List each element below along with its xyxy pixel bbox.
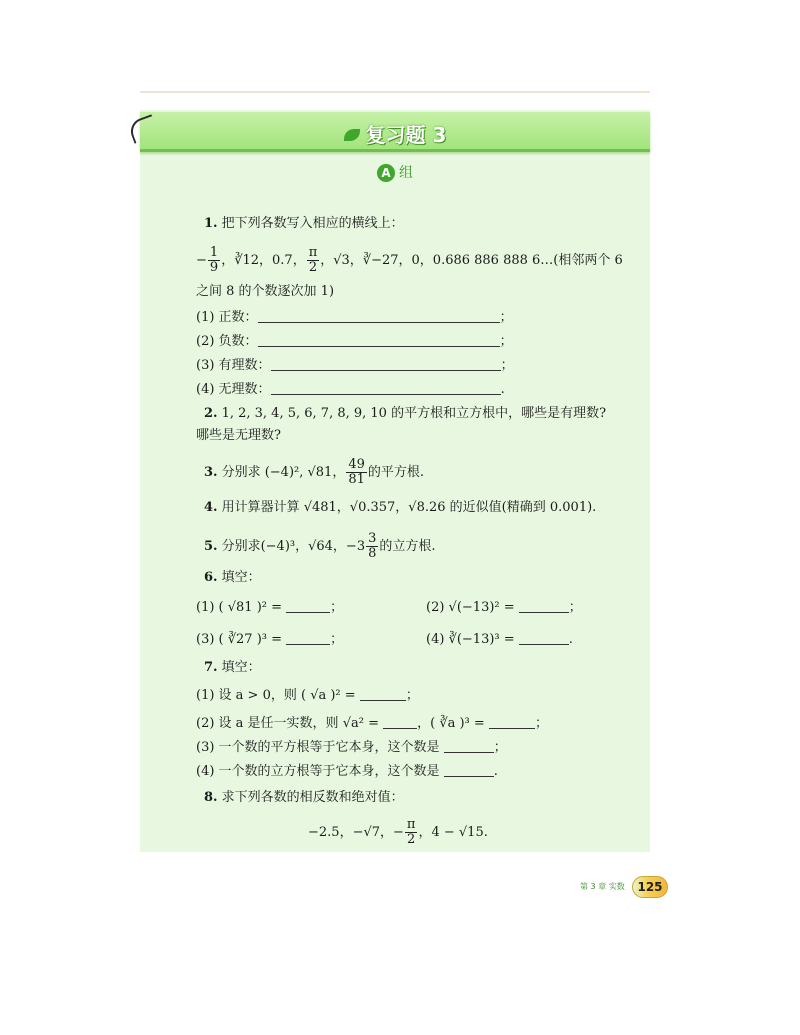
answer-blank[interactable] [271,359,501,371]
q2-line-2: 哪些是无理数? [196,428,281,443]
q6-title: 6. 填空： [204,570,261,585]
group-badge-icon: A [377,164,395,182]
q6-item-4: (4) ∛(−13)³ = . [426,632,573,647]
answer-blank[interactable] [444,741,494,753]
group-heading [140,162,650,182]
q7-item-1: (1) 设 a > 0，则 ( √a )² = ； [196,688,419,703]
fraction: $\frac{1}{9}$ [209,245,219,275]
review-panel [140,110,650,852]
q7-item-4: (4) 一个数的立方根等于它本身，这个数是 . [196,764,498,779]
section-banner [140,112,650,152]
fraction: $\frac{3}{8}$ [368,531,377,561]
fraction: $\frac{\pi}{2}$ [308,245,318,275]
q1-stem: 1. 把下列各数写入相应的横线上： [204,216,404,231]
q7-title: 7. 填空： [204,660,261,675]
answer-blank[interactable] [258,311,500,323]
answer-blank[interactable] [271,383,501,395]
answer-blank[interactable] [519,601,569,613]
answer-blank[interactable] [286,633,330,645]
group-label: 组 [399,165,413,181]
q5: 5. 分别求(−4)³，√64，−3 $\frac{3}{8}$ 的立方根. [204,531,436,561]
answer-blank[interactable] [519,633,569,645]
answer-blank[interactable] [258,335,500,347]
page-number: 125 [632,876,668,898]
q1-option-4: (4) 无理数： . [196,382,505,397]
fraction: $\frac{49}{81}$ [348,457,365,487]
q1-option-3: (3) 有理数： ； [196,358,514,373]
answer-blank[interactable] [286,601,330,613]
section-title: 复习题 3 [140,119,650,148]
q1-option-2: (2) 负数： ； [196,334,513,349]
q1-numbers: − $\frac{1}{9}$ ，∛12，0.7， $\frac{\pi}{2}$ ，√3，∛−27，0，0.686 886 888 6…(相邻两个 6 [196,245,623,275]
q6-item-2: (2) √(−13)² = ； [426,600,582,615]
answer-blank[interactable] [360,689,406,701]
q7-item-2: (2) 设 a 是任一实数，则 √a² = ，( ∛a )³ = ； [196,716,548,731]
fraction: $\frac{\pi}{2}$ [406,817,416,847]
answer-blank[interactable] [383,717,417,729]
leaf-icon [344,129,360,141]
q4: 4. 用计算器计算 √481，√0.357，√8.26 的近似值(精确到 0.001). [204,500,597,515]
q3: 3. 分别求 (−4)², √81， $\frac{49}{81}$ 的平方根. [204,457,425,487]
q6-item-1: (1) ( √81 )² = ； [196,600,344,615]
q8-numbers: −2.5，−√7，− $\frac{\pi}{2}$ ，4 − √15. [308,817,488,847]
q1-numbers-cont: 之间 8 的个数逐次加 1) [196,284,335,299]
chapter-label: 第 3 章 实数 [580,882,625,891]
q7-item-3: (3) 一个数的平方根等于它本身，这个数是 ； [196,740,507,755]
q6-item-3: (3) ( ∛27 )³ = ； [196,632,344,647]
answer-blank[interactable] [444,765,494,777]
q2-line-1: 2. 1, 2, 3, 4, 5, 6, 7, 8, 9, 10 的平方根和立方根中，哪些是有理数? [204,406,607,421]
top-rule [140,91,650,93]
q1-option-1: (1) 正数： ； [196,310,513,325]
answer-blank[interactable] [489,717,535,729]
q8-title: 8. 求下列各数的相反数和绝对值： [204,790,404,805]
